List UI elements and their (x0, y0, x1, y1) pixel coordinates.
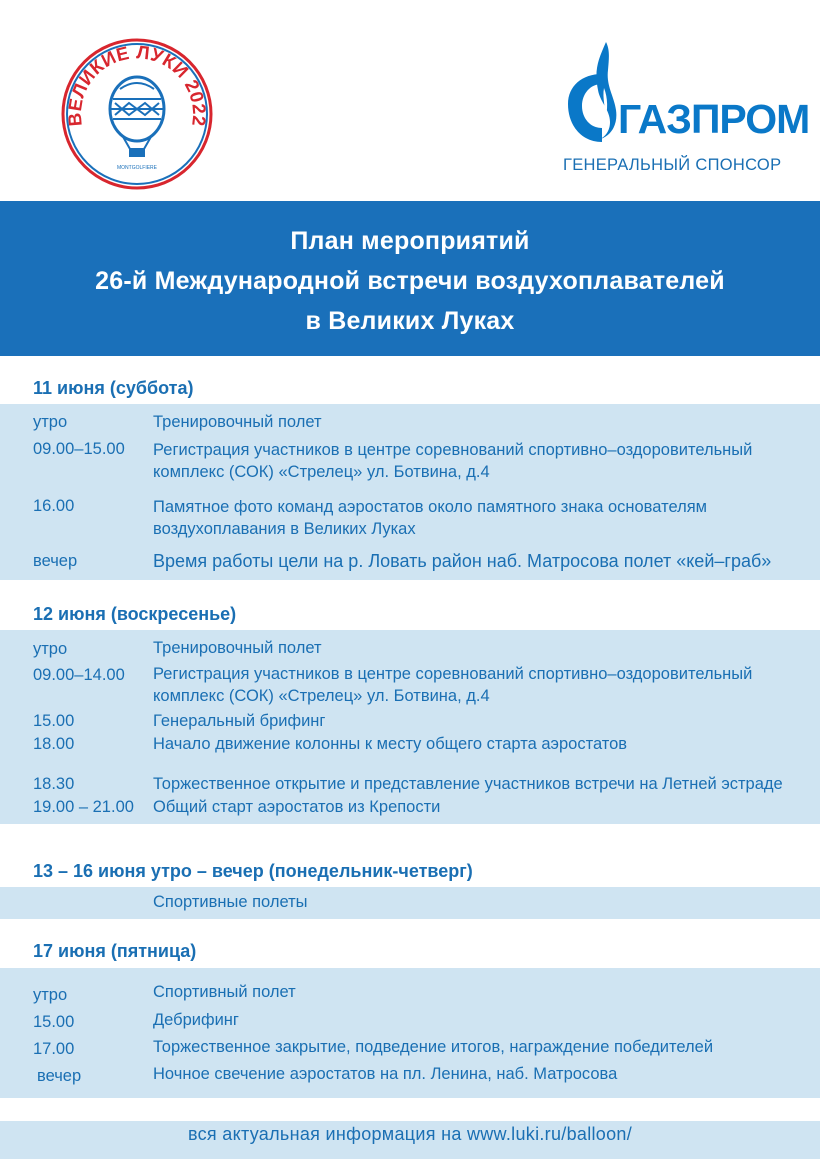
schedule-time: утро (33, 640, 68, 658)
schedule-description: Регистрация участников в центре соревнований спортивно–оздоровительный (153, 441, 753, 459)
schedule-time: вечер (37, 1067, 82, 1085)
schedule-description: Ночное свечение аэростатов на пл. Ленина, наб. Матросова (153, 1065, 618, 1083)
schedule-time: 18.30 (33, 775, 75, 793)
day-3-schedule (0, 887, 820, 919)
schedule-time: 19.00 – 21.00 (33, 798, 134, 816)
schedule-time: 17.00 (33, 1040, 75, 1058)
title-line-3: в Великих Луках (305, 307, 515, 335)
schedule-time: 09.00–15.00 (33, 440, 125, 458)
schedule-description: Генеральный брифинг (153, 712, 326, 730)
schedule-description: Тренировочный полет (153, 413, 322, 431)
title-banner (0, 201, 820, 356)
sponsor-name: ГАЗПРОМ (618, 96, 810, 142)
gazprom-logo (558, 40, 810, 180)
schedule-description: Торжественное открытие и представление участников встречи на Летней эстраде (153, 775, 783, 793)
schedule-time: утро (33, 986, 68, 1004)
schedule-time: 15.00 (33, 1013, 75, 1031)
schedule-description: Памятное фото команд аэростатов около памятного знака основателям (153, 498, 707, 516)
day-1-title: 11 июня (суббота) (33, 378, 194, 398)
title-line-2: 26-й Международной встречи воздухоплавателей (95, 267, 725, 295)
schedule-description: Тренировочный полет (153, 639, 322, 657)
schedule-description: Спортивный полет (153, 983, 296, 1001)
footer-info-link[interactable]: вся актуальная информация на www.luki.ru/balloon/ (187, 1124, 633, 1144)
schedule-time: утро (33, 413, 68, 431)
schedule-description: Торжественное закрытие, подведение итогов, награждение победителей (153, 1038, 714, 1056)
city-logo-text: ВЕЛИКИЕ ЛУКИ 2022 (63, 41, 211, 128)
day-3-title: 13 – 16 июня утро – вечер (понедельник-четверг) (33, 861, 473, 881)
velikie-luki-logo (60, 37, 214, 191)
schedule-description: воздухоплавания в Великих Луках (153, 520, 416, 538)
title-line-1: План мероприятий (290, 227, 530, 255)
schedule-time: 18.00 (33, 735, 75, 753)
schedule-description: Начало движение колонны к месту общего старта аэростатов (153, 735, 628, 753)
schedule-description: комплекс (СОК) «Стрелец» ул. Ботвина, д.4 (153, 463, 490, 481)
schedule-description: Дебрифинг (153, 1011, 239, 1029)
day-2-title: 12 июня (воскресенье) (33, 604, 237, 624)
schedule-time: 15.00 (33, 712, 75, 730)
schedule-time: вечер (33, 552, 78, 570)
schedule-description: Регистрация участников в центре соревнований спортивно–оздоровительный (153, 665, 753, 683)
schedule-description: комплекс (СОК) «Стрелец» ул. Ботвина, д.4 (153, 687, 490, 705)
schedule-description: Время работы цели на р. Ловать район наб. Матросова полет «кей–граб» (153, 551, 772, 571)
schedule-description: Общий старт аэростатов из Крепости (153, 798, 441, 816)
city-logo-small-text: MONTGOLFIERE (116, 165, 158, 171)
day-4-title: 17 июня (пятница) (33, 941, 197, 961)
schedule-description: Спортивные полеты (153, 893, 308, 911)
schedule-time: 09.00–14.00 (33, 666, 125, 684)
schedule-time: 16.00 (33, 497, 75, 515)
sponsor-label: ГЕНЕРАЛЬНЫЙ СПОНСОР (563, 156, 782, 174)
